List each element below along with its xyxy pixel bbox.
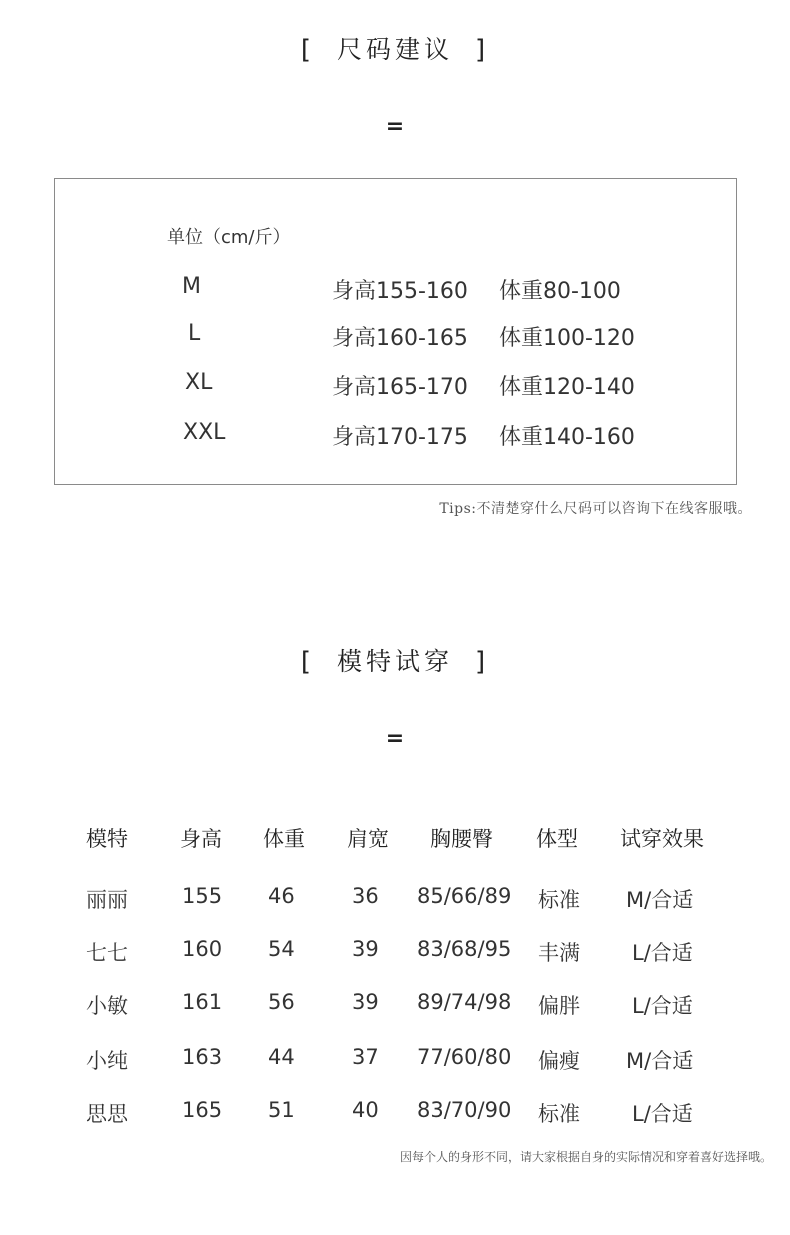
table-cell-weight: 44	[268, 1045, 295, 1069]
table-cell-model: 小敏	[86, 994, 128, 1018]
table-cell-height: 160	[182, 937, 223, 961]
table-header-shoulder: 肩宽	[347, 827, 389, 851]
table-cell-model: 思思	[86, 1102, 128, 1126]
table-cell-model: 小纯	[86, 1049, 128, 1073]
table-header-fit-result: 试穿效果	[620, 827, 704, 851]
table-cell-measurements: 77/60/80	[417, 1045, 512, 1069]
table-cell-fit-result: M/合适	[626, 888, 694, 912]
size-height-range: 身高160-165	[332, 326, 468, 351]
table-cell-height: 155	[182, 884, 223, 908]
table-cell-weight: 51	[268, 1098, 295, 1122]
table-cell-height: 163	[182, 1045, 223, 1069]
size-section-divider: =	[385, 114, 405, 139]
size-weight-range: 体重80-100	[499, 279, 621, 304]
table-cell-shoulder: 36	[352, 884, 379, 908]
table-cell-body-type: 标准	[538, 888, 580, 912]
table-header-weight: 体重	[263, 827, 305, 851]
table-cell-body-type: 标准	[538, 1102, 580, 1126]
table-cell-shoulder: 40	[352, 1098, 379, 1122]
size-tips: Tips:不清楚穿什么尺码可以咨询下在线客服哦。	[439, 501, 752, 517]
size-height-range: 身高165-170	[332, 375, 468, 400]
table-cell-shoulder: 37	[352, 1045, 379, 1069]
size-code: L	[188, 321, 201, 346]
title-bracket-close: ]	[474, 35, 490, 65]
model-section-title-text: 模特试穿	[336, 647, 453, 676]
table-cell-body-type: 偏胖	[538, 994, 580, 1018]
table-header-height: 身高	[180, 827, 222, 851]
size-height-range: 身高155-160	[332, 279, 468, 304]
size-code: XL	[185, 370, 213, 395]
size-weight-range: 体重140-160	[499, 425, 635, 450]
table-cell-measurements: 89/74/98	[417, 990, 512, 1014]
size-code: XXL	[183, 420, 226, 445]
table-cell-fit-result: M/合适	[626, 1049, 694, 1073]
table-cell-shoulder: 39	[352, 990, 379, 1014]
table-header-body-type: 体型	[536, 827, 578, 851]
table-cell-weight: 56	[268, 990, 295, 1014]
table-cell-model: 七七	[86, 941, 128, 965]
size-weight-range: 体重120-140	[499, 375, 635, 400]
table-header-measurements: 胸腰臀	[430, 827, 493, 851]
table-cell-fit-result: L/合适	[632, 994, 693, 1018]
size-code: M	[182, 274, 201, 299]
size-height-range: 身高170-175	[332, 425, 468, 450]
table-cell-weight: 54	[268, 937, 295, 961]
table-cell-body-type: 丰满	[538, 941, 580, 965]
title-bracket-open: [	[300, 35, 316, 65]
size-weight-range: 体重100-120	[499, 326, 635, 351]
table-cell-height: 165	[182, 1098, 223, 1122]
unit-label: 单位（cm/斤）	[167, 227, 291, 248]
table-cell-measurements: 83/68/95	[417, 937, 512, 961]
table-cell-fit-result: L/合适	[632, 941, 693, 965]
table-cell-height: 161	[182, 990, 223, 1014]
model-section-divider: =	[385, 726, 405, 751]
model-footnote: 因每个人的身形不同，请大家根据自身的实际情况和穿着喜好选择哦。	[399, 1150, 772, 1164]
size-section-title-text: 尺码建议	[336, 35, 453, 64]
table-cell-weight: 46	[268, 884, 295, 908]
table-cell-fit-result: L/合适	[632, 1102, 693, 1126]
table-header-model: 模特	[86, 827, 128, 851]
title-bracket-close: ]	[474, 647, 490, 677]
table-cell-measurements: 85/66/89	[417, 884, 512, 908]
table-cell-body-type: 偏瘦	[538, 1049, 580, 1073]
table-cell-shoulder: 39	[352, 937, 379, 961]
title-bracket-open: [	[300, 647, 316, 677]
table-cell-measurements: 83/70/90	[417, 1098, 512, 1122]
table-cell-model: 丽丽	[86, 888, 128, 912]
